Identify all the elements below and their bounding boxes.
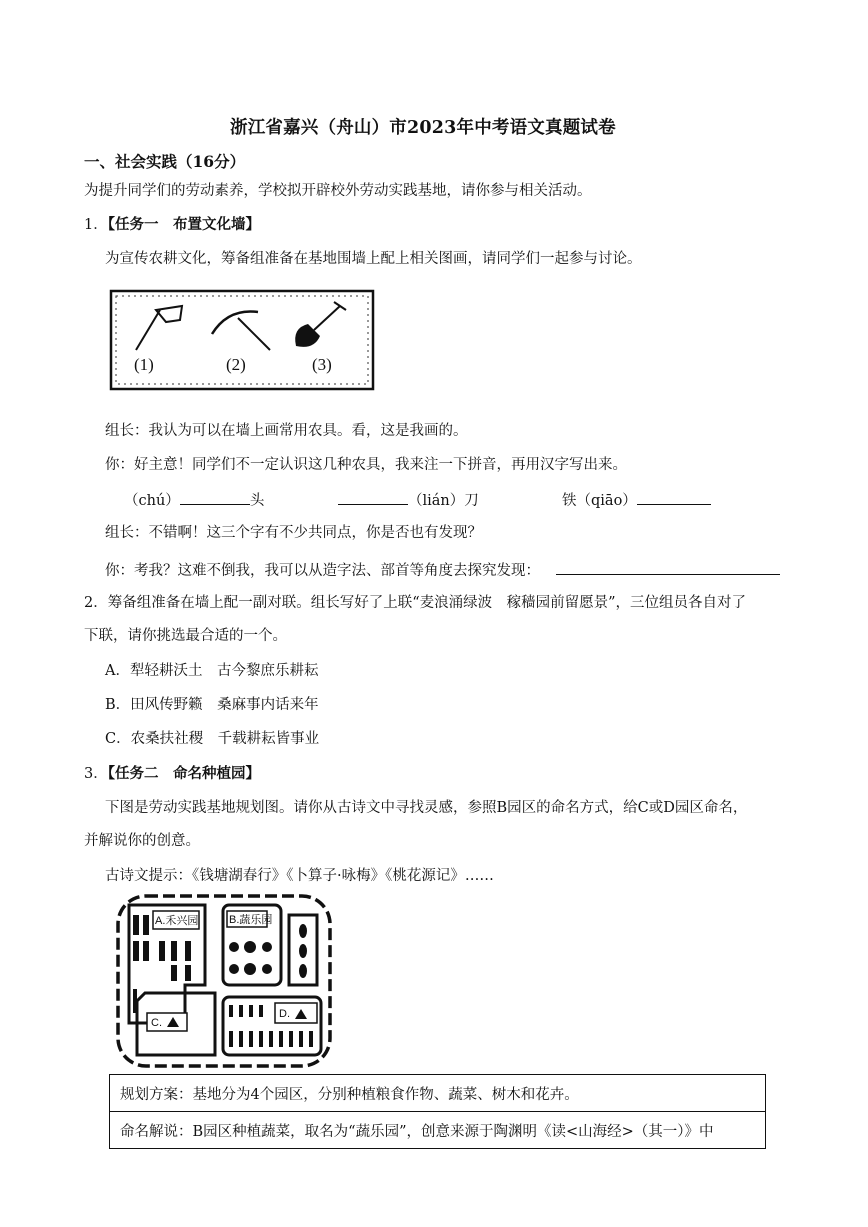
option-c[interactable]: C．农桑扶社稷 千载耕耘皆事业	[105, 731, 320, 747]
question-3-desc-line2: 并解说你的创意。	[84, 833, 200, 849]
question-number: 1．	[84, 217, 108, 233]
dialog-leader-1: 组长：我认为可以在墙上画常用农具。看，这是我画的。	[105, 423, 468, 439]
question-1-header	[84, 215, 260, 235]
tool-label-1: (1)	[134, 355, 154, 374]
section-heading: 一、社会实践（16分）	[84, 152, 246, 171]
pinyin-item-3	[562, 489, 711, 511]
dialog-you-2	[105, 559, 780, 581]
option-b[interactable]: B．田风传野籁 桑麻事内话来年	[105, 697, 319, 713]
question-2-stem	[84, 593, 746, 613]
dialog-leader-2: 组长：不错啊！这三个字有不少共同点，你是否也有发现？	[105, 525, 482, 541]
page-title: 浙江省嘉兴（舟山）市2023年中考语文真题试卷	[230, 118, 616, 138]
question-number: 2．	[84, 595, 108, 611]
map-label-d: D.	[279, 1008, 290, 1020]
answer-blank-qiao[interactable]	[637, 489, 711, 505]
map-label-c: C.	[151, 1017, 162, 1029]
section-intro: 为提升同学们的劳动素养，学校拟开辟校外劳动实践基地，请你参与相关活动。	[84, 183, 592, 199]
option-a[interactable]: A．犁轻耕沃土 古今黎庶乐耕耘	[105, 663, 319, 679]
dialog-you-1: 你：好主意！同学们不一定认识这几种农具，我来注一下拼音，再用汉字写出来。	[105, 457, 627, 473]
answer-blank-chu[interactable]	[180, 489, 250, 505]
poem-hint: 古诗文提示：《钱塘湖春行》《卜算子·咏梅》《桃花源记》……	[105, 868, 494, 884]
table-row	[110, 1112, 766, 1149]
question-2-stem-line2: 下联，请你挑选最合适的一个。	[84, 628, 287, 644]
tool-label-2: (2)	[226, 355, 246, 374]
question-number: 3．	[84, 766, 108, 782]
pinyin-3-prefix: 铁（qiāo）	[562, 493, 637, 509]
garden-plan-map	[115, 893, 333, 1069]
naming-explanation-cell: 命名解说：B园区种植蔬菜，取名为“蔬乐园”，创意来源于陶渊明《读<山海经>（其一）》中	[110, 1112, 766, 1149]
task-title: 【任务二 命名种植园】	[107, 765, 260, 782]
pinyin-1-suffix: 头	[249, 493, 265, 509]
pinyin-item-2	[338, 489, 479, 511]
sickle-icon	[212, 311, 270, 350]
answer-blank-lian[interactable]	[338, 489, 408, 505]
answer-blank-discovery[interactable]	[556, 559, 780, 575]
spade-icon	[295, 302, 346, 347]
dialog-you-2-text: 你：考我？这难不倒我，我可以从造字法、部首等角度去探究发现：	[105, 563, 540, 579]
question-3-header	[84, 764, 260, 784]
question-2-stem-line1: 筹备组准备在墙上配一副对联。组长写好了上联“麦浪涌绿波 稼穑园前留愿景”，三位组员各自对了	[107, 595, 747, 611]
hoe-icon	[136, 306, 182, 350]
task-title: 【任务一 布置文化墙】	[107, 216, 260, 233]
farm-tools-illustration	[108, 288, 376, 392]
tool-label-3: (3)	[312, 355, 332, 374]
pinyin-item-1	[124, 489, 264, 511]
question-3-desc-line1: 下图是劳动实践基地规划图。请你从古诗文中寻找灵感，参照B园区的命名方式，给C或D园区命名，	[105, 800, 748, 816]
map-label-a: A.禾兴园	[155, 915, 199, 927]
map-label-b: B.蔬乐园	[229, 914, 273, 926]
table-row	[110, 1075, 766, 1112]
pinyin-1-prefix: （chú）	[124, 493, 180, 509]
question-1-desc: 为宣传农耕文化，筹备组准备在基地围墙上配上相关图画，请同学们一起参与讨论。	[105, 251, 642, 267]
plan-table	[109, 1074, 766, 1149]
plan-scheme-cell: 规划方案：基地分为4个园区，分别种植粮食作物、蔬菜、树木和花卉。	[110, 1075, 766, 1112]
pinyin-2-suffix: （lián）刀	[408, 493, 479, 509]
